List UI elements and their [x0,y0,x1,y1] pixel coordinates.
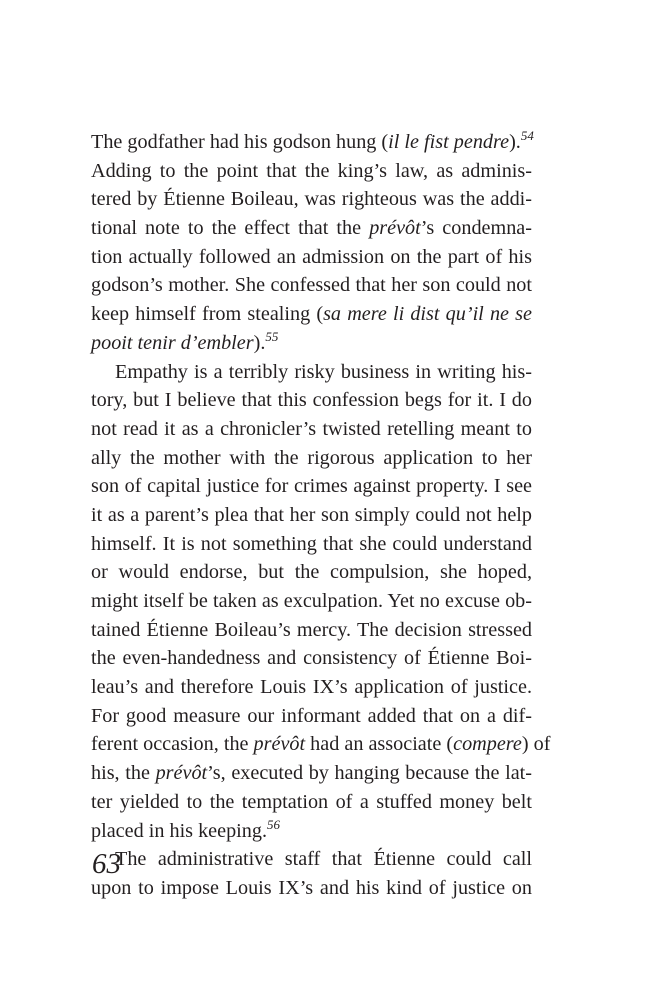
text-line [91,415,532,444]
text-segment: tion actually followed an admission on the part of his [91,245,532,268]
text-line [91,185,532,214]
text-line [91,214,532,243]
text-line [91,444,532,473]
text-segment: not read it as a chronicler’s twisted retelling meant to [91,417,532,440]
text-segment: ’s condemna- [420,217,532,240]
text-segment: placed in his keeping. [91,819,268,842]
italic-text: prévôt [253,733,306,756]
text-segment: or would endorse, but the compulsion, she hoped, [91,561,532,584]
text-line [91,243,532,272]
text-segment: had an associate ( [305,733,454,756]
text-segment: godson’s mother. She confessed that her son could not [91,274,532,297]
text-segment: ally the mother with the rigorous application to her [91,446,532,469]
text-segment: tered by Étienne Boileau, was righteous was the addi- [91,188,532,211]
footnote-marker: 55 [265,328,279,344]
text-segment: tional note to the effect that the [91,217,370,240]
italic-text: sa mere li dist qu’il ne se [323,303,532,326]
text-segment: ter yielded to the temptation of a stuffed money belt [91,790,532,813]
text-segment: ’s, executed by hanging because the lat- [207,762,532,785]
text-line [91,587,532,616]
italic-text: prévôt [369,217,421,240]
text-segment: keep himself from stealing ( [91,303,324,326]
text-segment: ). [509,131,521,153]
text-segment: The administrative staff that Étienne could call [115,848,532,871]
footnote-marker: 54 [520,128,534,143]
text-line [91,759,532,788]
text-line [91,730,551,759]
text-line [91,128,532,157]
text-line [91,616,532,645]
text-line [91,817,532,846]
text-segment: Adding to the point that the king’s law, as adminis- [91,159,532,182]
footnote-marker: 56 [267,816,281,832]
text-line [91,644,532,673]
text-segment: it as a parent’s plea that her son simply could not help [91,503,532,526]
text-line [91,300,532,329]
text-segment: might itself be taken as exculpation. Yet no excuse ob- [91,590,532,612]
body-text [91,128,551,903]
text-segment: For good measure our informant added that on a dif- [91,704,532,727]
text-line [91,329,532,358]
text-line [91,472,532,501]
text-segment: the even-handedness and consistency of Étienne Boi- [91,647,532,670]
text-line [91,788,532,817]
text-line [91,845,532,874]
text-segment: The godfather had his godson hung ( [91,131,389,153]
italic-text: compere [453,733,522,756]
text-segment: tory, but I believe that this confession begs for it. I do [91,389,532,412]
text-segment: himself. It is not something that she could understand [91,532,532,555]
text-line [91,271,532,300]
text-line [91,558,532,587]
text-line [91,702,532,731]
text-segment: ) of [521,733,551,756]
italic-text: pooit tenir d’embler [91,331,254,354]
text-segment: ). [253,331,266,354]
text-line [91,501,532,530]
text-line [91,358,532,387]
italic-text: il le fist pendre [388,131,510,153]
text-line [91,386,532,415]
italic-text: prévôt [155,762,208,785]
text-line [91,530,532,559]
text-segment: son of capital justice for crimes against property. I see [91,475,532,498]
text-segment: upon to impose Louis IX’s and his kind of justice on [91,876,532,899]
text-segment: tained Étienne Boileau’s mercy. The decision stressed [91,618,532,641]
text-segment: his, the [91,762,156,785]
text-segment: leau’s and therefore Louis IX’s application of justice. [91,676,532,699]
text-segment: Empathy is a terribly risky business in writing his- [115,360,532,383]
page-number: 63 [92,848,121,880]
text-line [91,874,532,903]
text-line [91,157,532,186]
text-segment: ferent occasion, the [91,733,254,756]
text-line [91,673,532,702]
